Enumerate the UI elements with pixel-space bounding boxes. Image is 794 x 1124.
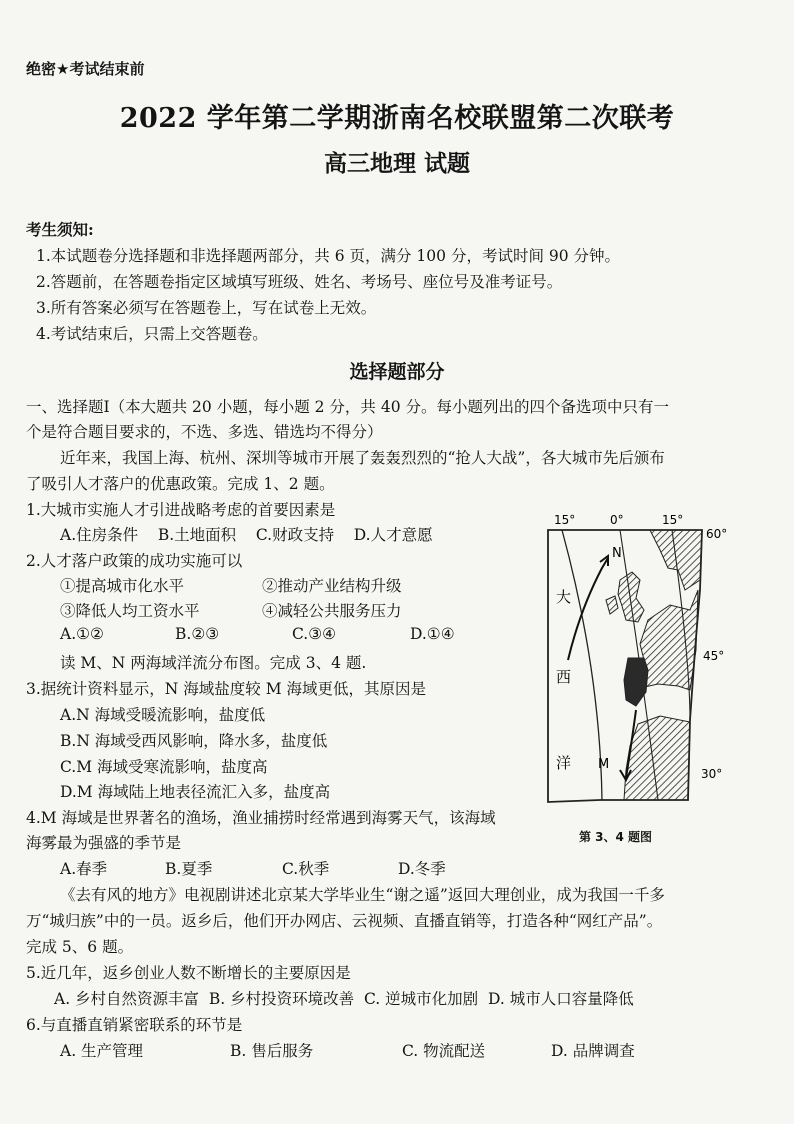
lat-label: 60° (706, 527, 728, 541)
notice-item: 1.本试题卷分选择题和非选择题两部分，共 6 页，满分 100 分，考试时间 90 分钟。 (36, 247, 621, 265)
land-europe-north (650, 530, 702, 590)
notice-item: 3.所有答案必须写在答题卷上，写在试卷上无效。 (36, 299, 377, 317)
passage-text: 近年来，我国上海、杭州、深圳等城市开展了轰轰烈烈的“抢人大战”，各大城市先后颁布 (60, 449, 665, 467)
question-options: A.住房条件 B.土地面积 C.财政支持 D.人才意愿 (60, 526, 433, 544)
question-stem: 6.与直播直销紧密联系的环节是 (26, 1016, 243, 1034)
ocean-label: 洋 (556, 754, 572, 772)
ocean-label: 西 (556, 668, 572, 686)
question-stem: 4.M 海域是世界著名的渔场，渔业捕捞时经常遇到海雾天气，该海域 (26, 809, 496, 827)
lat-label: 30° (701, 767, 723, 781)
question-option: D.冬季 (398, 860, 446, 878)
section-heading: 选择题部分 (349, 361, 445, 383)
passage-text: 完成 5、6 题。 (26, 938, 134, 956)
question-option: B.夏季 (165, 860, 213, 878)
question-choice: ④减轻公共服务压力 (262, 602, 402, 620)
question-option: A. 生产管理 (60, 1042, 144, 1060)
notice-item: 4.考试结束后，只需上交答题卷。 (36, 325, 268, 343)
question-option: D. 品牌调查 (551, 1042, 635, 1060)
ocean-current-map (540, 510, 740, 820)
map-caption: 第 3、4 题图 (579, 830, 653, 844)
question-stem: 3.据统计资料显示，N 海域盐度较 M 海域更低，其原因是 (26, 680, 427, 698)
land-ireland (606, 596, 618, 614)
sea-label-m: M (598, 757, 610, 772)
confidential-label: 绝密★考试结束前 (26, 60, 145, 78)
passage-text: 了吸引人才落户的优惠政策。完成 1、2 题。 (26, 475, 335, 493)
lat-label: 45° (703, 649, 725, 663)
question-option: A.N 海域受暖流影响，盐度低 (60, 706, 266, 724)
passage-text: 《去有风的地方》电视剧讲述北京某大学毕业生“谢之遥”返回大理创业，成为我国一千多 (60, 886, 665, 904)
question-choice: ②推动产业结构升级 (262, 577, 402, 595)
question-option: D.M 海域陆上地表径流汇入多，盐度高 (60, 783, 331, 801)
question-option: C.③④ (292, 625, 337, 643)
passage-text: 万“城归族”中的一员。返乡后，他们开办网店、云视频、直播直销等，打造各种“网红产品”。 (26, 912, 663, 930)
notice-heading: 考生须知: (26, 220, 94, 239)
question-stem: 5.近几年，返乡创业人数不断增长的主要原因是 (26, 964, 351, 982)
ocean-label: 大 (556, 588, 572, 606)
question-stem: 2.人才落户政策的成功实施可以 (26, 552, 243, 570)
question-option: A.①② (60, 625, 104, 643)
question-choice: ①提高城市化水平 (60, 577, 185, 595)
question-option: C. 物流配送 (402, 1042, 486, 1060)
question-option: B. 售后服务 (230, 1042, 314, 1060)
question-option: C.秋季 (282, 860, 330, 878)
question-stem: 1.大城市实施人才引进战略考虑的首要因素是 (26, 501, 336, 519)
question-stem: 海雾最为强盛的季节是 (26, 834, 182, 852)
notice-item: 2.答题前，在答题卷指定区域填写班级、姓名、考场号、座位号及准考证号。 (36, 273, 563, 291)
question-option: B.N 海域受西风影响，降水多，盐度低 (60, 732, 328, 750)
question-choice: ③降低人均工资水平 (60, 602, 200, 620)
question-option: A.春季 (60, 860, 108, 878)
lon-label: 0° (610, 513, 624, 527)
sea-label-n: N (612, 546, 622, 561)
exam-subtitle: 高三地理 试题 (323, 150, 470, 177)
section-intro: 个是符合题目要求的，不选、多选、错选均不得分） (26, 423, 383, 441)
lon-label: 15° (554, 513, 576, 527)
map-instruction: 读 M、N 两海域洋流分布图。完成 3、4 题. (60, 654, 367, 672)
section-intro: 一、选择题Ⅰ（本大题共 20 小题，每小题 2 分，共 40 分。每小题列出的四个备选项中只有一 (26, 398, 669, 416)
question-option: C.M 海域受寒流影响，盐度高 (60, 758, 268, 776)
question-options: A. 乡村自然资源丰富 B. 乡村投资环境改善 C. 逆城市化加剧 D. 城市人口容量降低 (54, 990, 634, 1008)
question-option: B.②③ (175, 625, 220, 643)
question-option: D.①④ (410, 625, 455, 643)
lon-label: 15° (662, 513, 684, 527)
exam-title: 2022 学年第二学期浙南名校联盟第二次联考 (119, 103, 675, 134)
land-britain (618, 572, 644, 622)
